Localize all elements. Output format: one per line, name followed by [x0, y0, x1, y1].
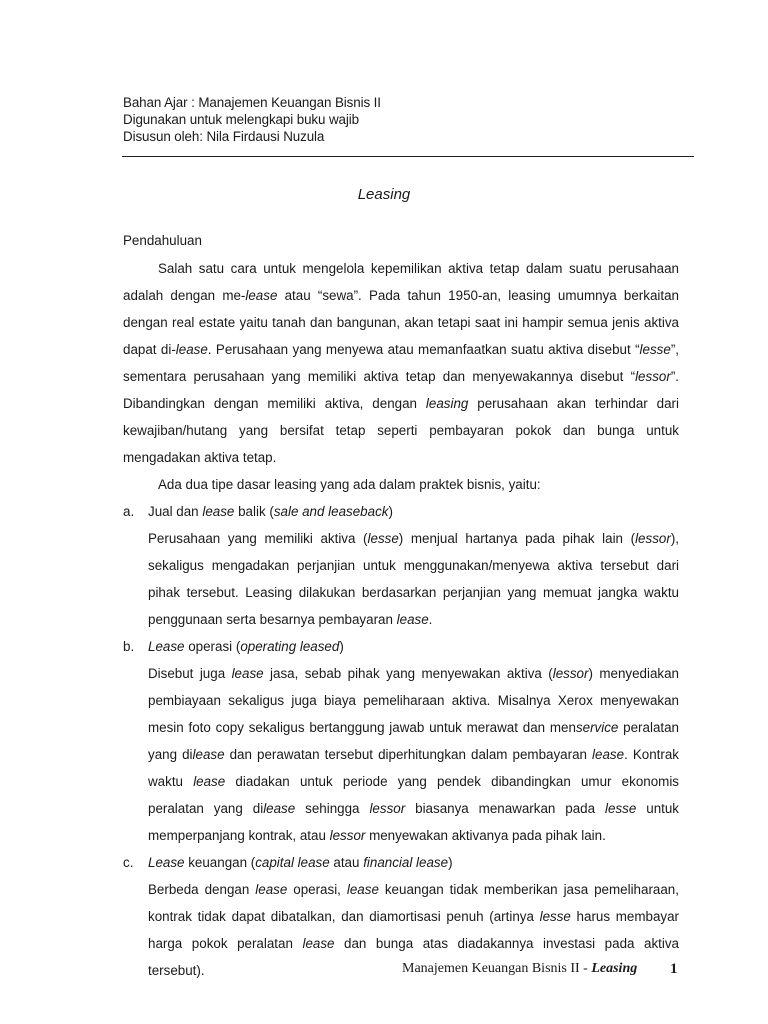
header-author-line: Disusun oleh: Nila Firdausi Nuzula [123, 129, 325, 144]
list-marker: a. [123, 504, 135, 519]
document-title: Leasing [357, 186, 411, 203]
list-marker: b. [123, 639, 135, 654]
page-number: 1 [670, 961, 678, 977]
document-header [123, 94, 381, 145]
types-intro-paragraph: Ada dua tipe dasar leasing yang ada dalam praktek bisnis, yaitu: [158, 477, 541, 492]
list-item-sale-leaseback [123, 498, 679, 633]
list-item-description: Berbeda dengan lease operasi, lease keuangan tidak memberikan jasa pemeliharaan, kontrak tidak dapat dibatalkan, dan diamortisasi penuh (artinya lesse harus membayar harga pokok peralatan lease dan bunga atas diadakannya investasi pada aktiva tersebut). [148, 882, 680, 978]
header-course-line: Bahan Ajar : Manajemen Keuangan Bisnis II [123, 95, 381, 110]
intro-paragraph: Salah satu cara untuk mengelola kepemilikan aktiva tetap dalam suatu perusahaan adalah dengan me-lease atau “sewa”. Pada tahun 1950-an, leasing umumnya berkaitan dengan real estate yaitu tanah dan bangunan, akan tetapi saat ini hampir semua jenis aktiva dapat di-lease. Perusahaan yang menyewa atau memanfaatkan suatu aktiva disebut “lesse”, sementara perusahaan yang memiliki aktiva tetap dan menyewakannya disebut “lessor”. Dibandingkan dengan memiliki aktiva, dengan leasing perusahaan akan terhindar dari kewajiban/hutang yang bersifat tetap seperti pembayaran pokok dan bunga untuk mengadakan aktiva tetap. [123, 261, 679, 465]
header-divider [122, 156, 694, 157]
header-purpose-line: Digunakan untuk melengkapi buku wajib [123, 112, 359, 127]
list-item-heading: Lease keuangan (capital lease atau financial lease) [148, 855, 453, 870]
section-heading: Pendahuluan [123, 233, 202, 248]
list-item-description: Perusahaan yang memiliki aktiva (lesse) menjual hartanya pada pihak lain (lessor), sekaligus mengadakan perjanjian untuk menggunakan/menyewa aktiva tersebut dari pihak tersebut. Leasing dilakukan berdasarkan perjanjian yang memuat jangka waktu penggunaan serta besarnya pembayaran lease. [148, 531, 679, 627]
list-item-heading: Jual dan lease balik (sale and leaseback) [148, 504, 393, 519]
document-body [123, 255, 679, 984]
page-footer [402, 961, 637, 977]
list-item-heading: Lease operasi (operating leased) [148, 639, 344, 654]
list-item-description: Disebut juga lease jasa, sebab pihak yang menyewakan aktiva (lessor) menyediakan pembiayaan sekaligus juga biaya pemeliharaan aktiva. Misalnya Xerox menyewakan mesin foto copy sekaligus bertanggung jawab untuk merawat dan menservice peralatan yang dilease dan perawatan tersebut diperhitungkan dalam pembayaran lease. Kontrak waktu lease diadakan untuk periode yang pendek dibandingkan umur ekonomis peralatan yang dilease sehingga lessor biasanya menawarkan pada lesse untuk memperpanjang kontrak, atau lessor menyewakan aktivanya pada pihak lain. [148, 666, 680, 843]
footer-emphasis: Leasing [591, 961, 638, 976]
list-marker: c. [123, 855, 134, 870]
footer-text: Manajemen Keuangan Bisnis II - [402, 961, 592, 976]
list-item-operating-lease [123, 633, 679, 849]
